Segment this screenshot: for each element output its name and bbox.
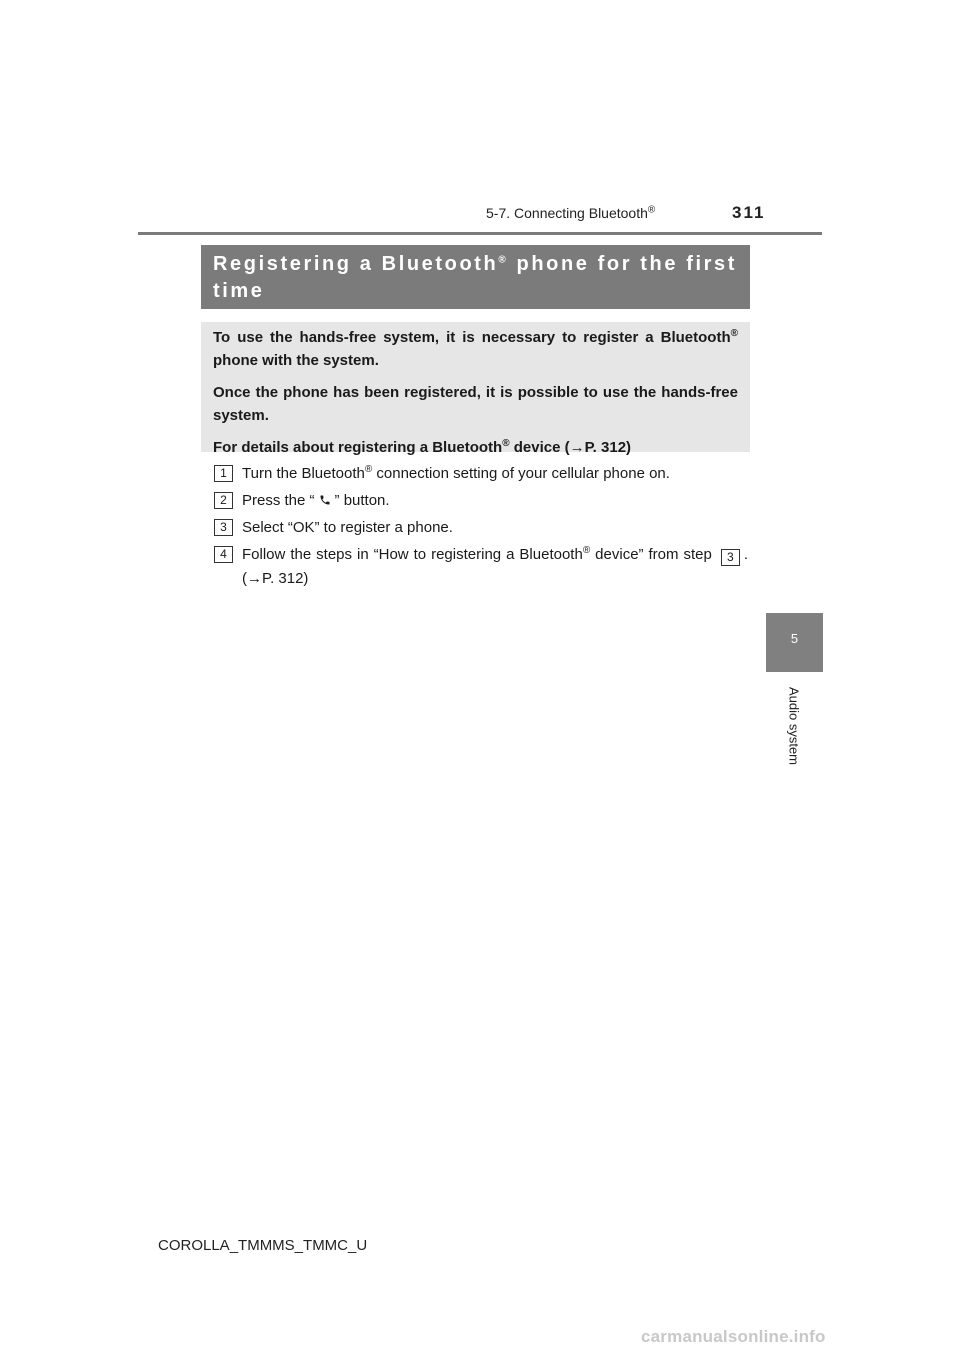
intro-paragraph-3: For details about registering a Bluetooth® device (→P. 312) [213,438,632,456]
header-divider [138,232,822,235]
step-number-badge: 4 [214,546,233,563]
intro-paragraph-2: Once the phone has been registered, it is possible to use the hands-free system. [213,384,738,424]
step-reference-badge: 3 [721,549,740,566]
intro-box [201,322,750,456]
step-item: 4 Follow the steps in “How to registering a Bluetooth® device” from step 3 . (→P. 312) [214,543,748,591]
page-number: 311 [732,203,766,222]
chapter-label: Audio system [786,686,802,766]
section-heading: 5-7. Connecting Bluetooth® [486,204,656,221]
intro-paragraph-1: To use the hands-free system, it is necessary to register a Bluetooth® phone with the system. [213,328,738,369]
step-item: 1 Turn the Bluetooth® connection setting of your cellular phone on. [214,462,748,486]
phone-icon [319,494,331,506]
step-number-badge: 3 [214,519,233,536]
step-number-badge: 2 [214,492,233,509]
step-item: 2 Press the “ ” button. [214,489,748,513]
chapter-tab: 5 [766,613,823,672]
section-title: Registering a Bluetooth® phone for the first time [201,245,750,309]
step-item: 3 Select “OK” to register a phone. [214,516,748,540]
step-number-badge: 1 [214,465,233,482]
step-list [214,462,748,594]
footer-document-code: COROLLA_TMMMS_TMMC_U [158,1237,368,1254]
watermark: carmanualsonline.info [641,1327,826,1346]
